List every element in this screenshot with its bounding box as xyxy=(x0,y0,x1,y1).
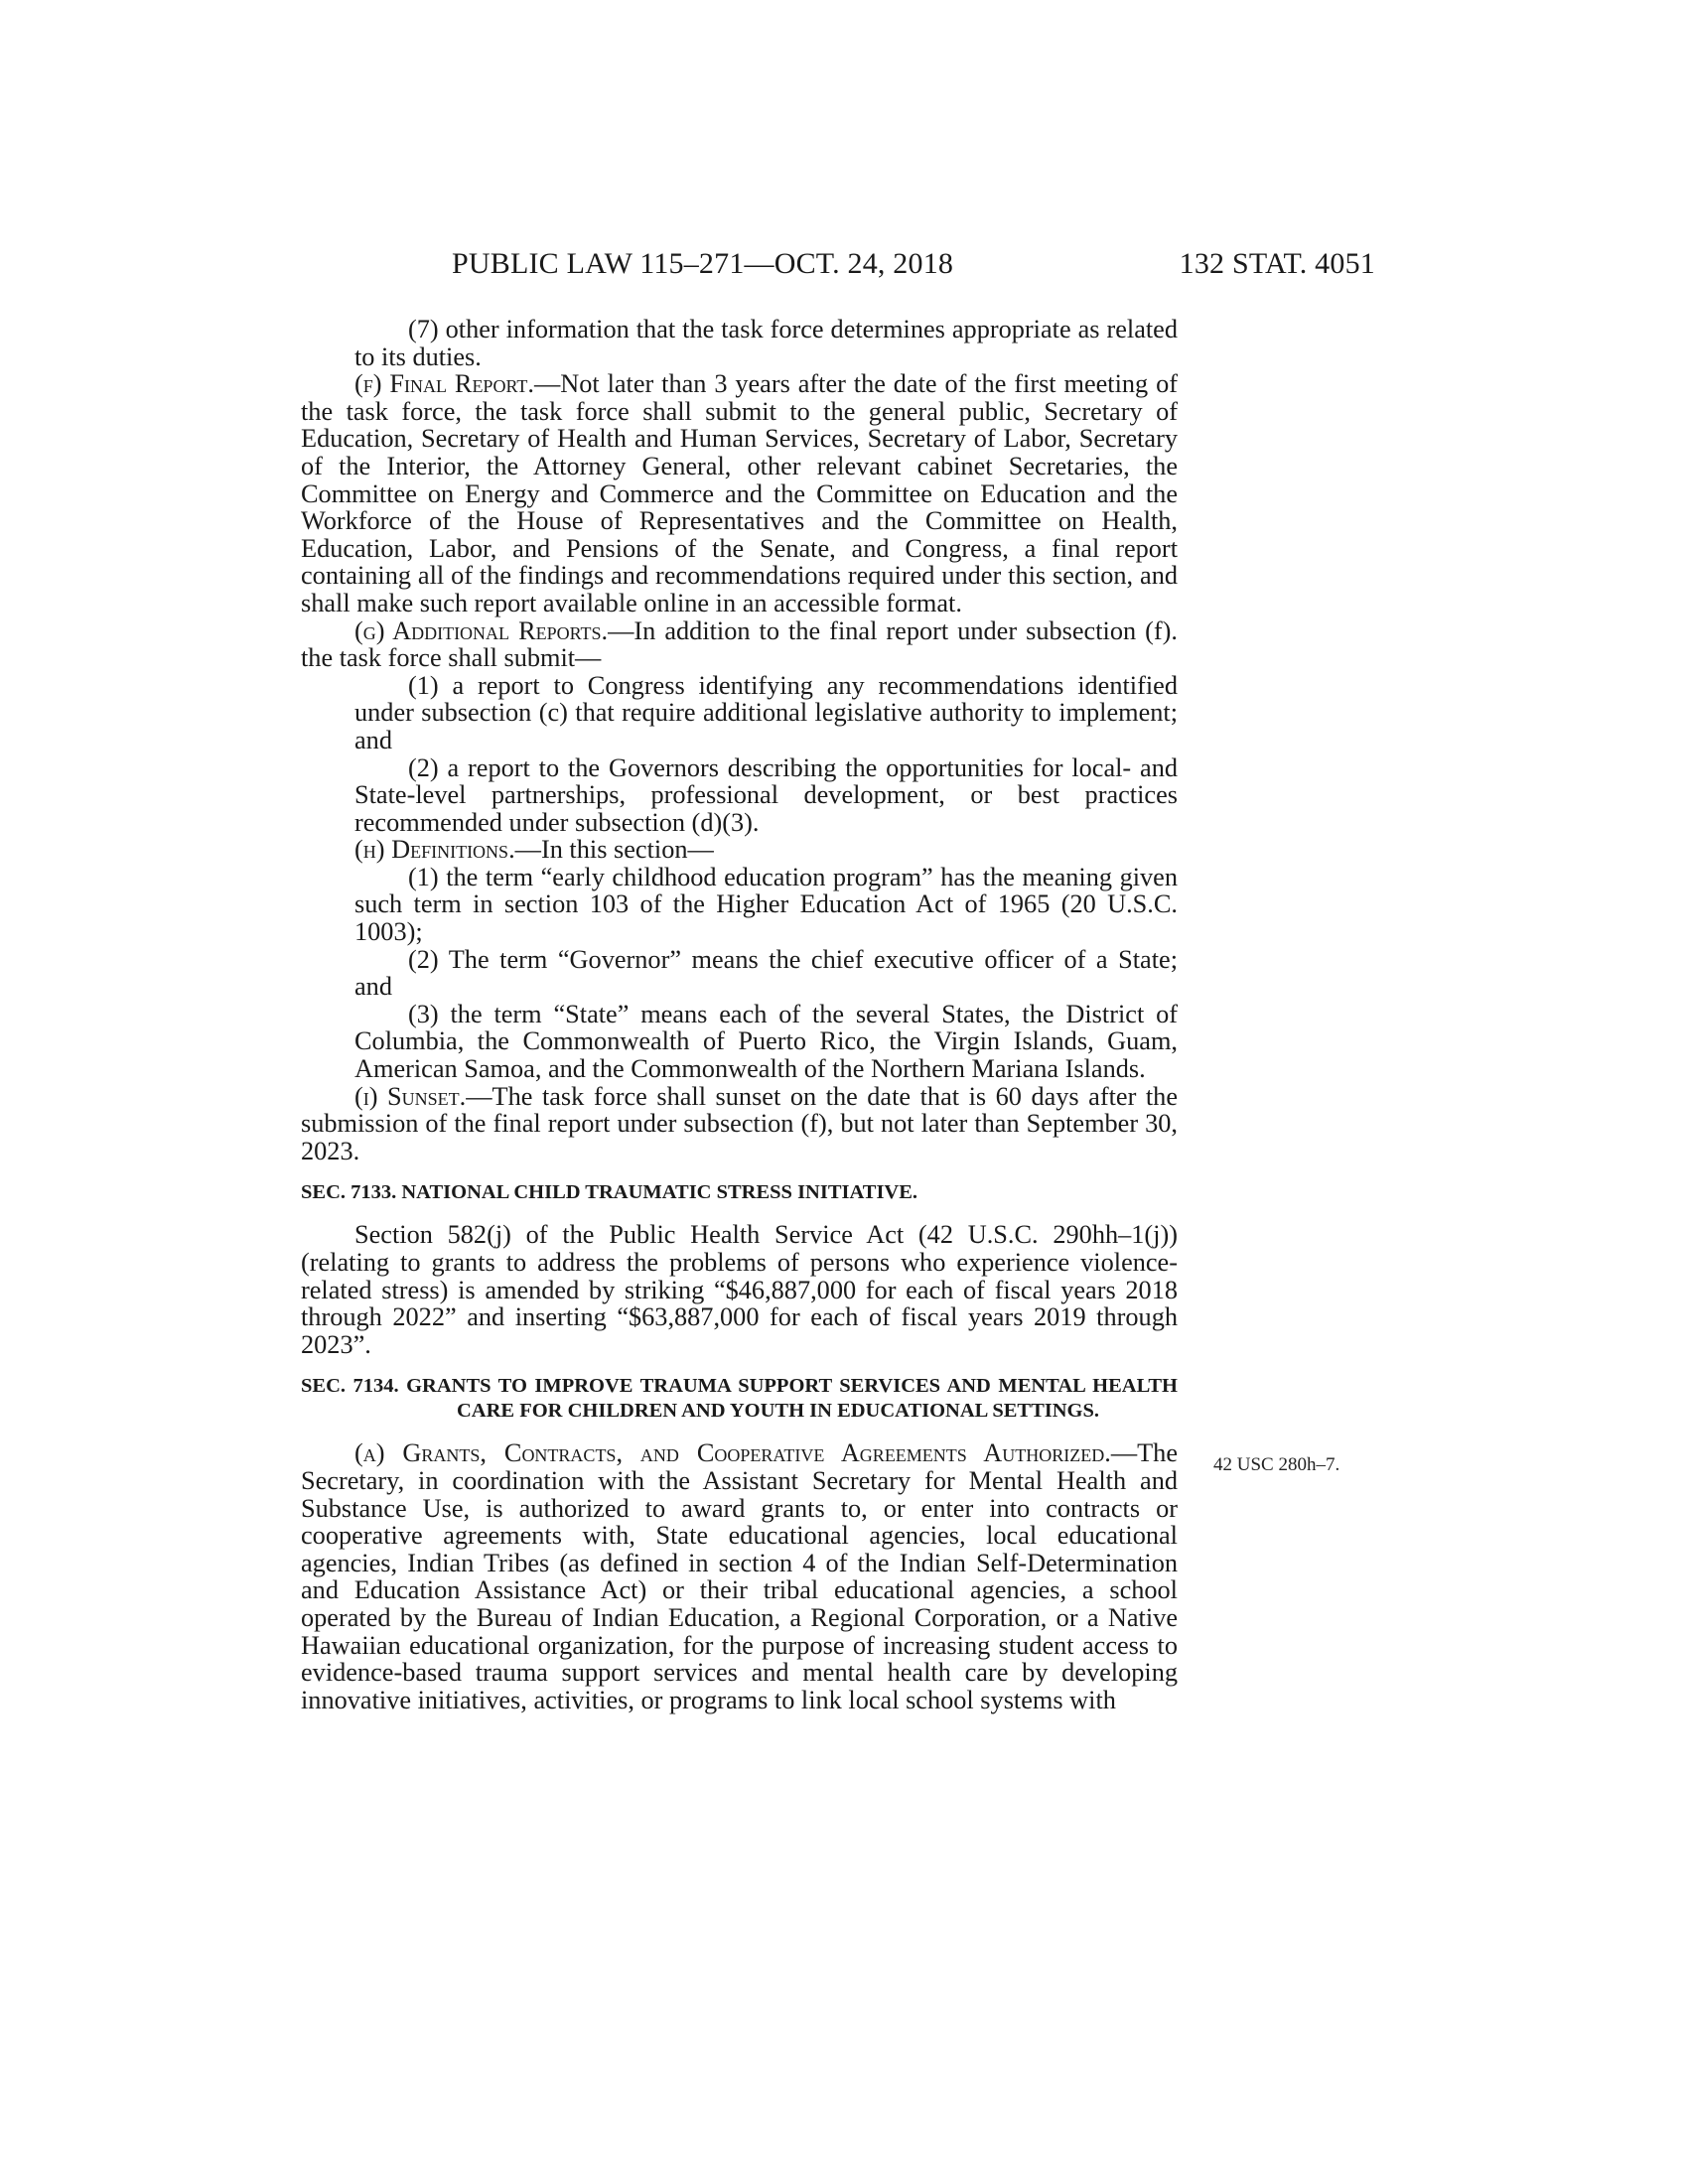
page-stat-number: 132 STAT. 4051 xyxy=(1179,247,1375,280)
paragraph-g-additional-reports xyxy=(301,617,1178,672)
subsection-i-text: —The task force shall sunset on the date that is 60 days after the submission of the final report under subsection (f), but not later than September 30, 2023. xyxy=(301,1081,1178,1165)
paragraph-7134-a xyxy=(301,1439,1178,1713)
paragraph-h-definitions xyxy=(301,836,1178,864)
paragraph-g1: (1) a report to Congress identifying any recommendations identified under subsection (c) that require additional legislative authority to implement; and xyxy=(354,670,1178,754)
section-7133-text: Section 582(j) of the Public Health Service Act (42 U.S.C. 290hh–1(j)) (relating to grants to address the problems of persons who experience violence-related stress) is amended by striking “$46,887,000 for each of fiscal years 2018 through 2022” and inserting “$63,887,000 for each of fiscal years 2019 through 2023”. xyxy=(301,1220,1178,1359)
document-body xyxy=(301,316,1178,1713)
subsection-g-label: (g) Additional Reports. xyxy=(354,615,609,645)
paragraph-h3: (3) the term “State” means each of the several States, the District of Columbia, the Commonwealth of Puerto Rico, the Virgin Islands, Guam, American Samoa, and the Commonwealth of the Northern Mariana Islands. xyxy=(354,999,1178,1084)
subsection-h-text: —In this section— xyxy=(514,835,714,865)
subsection-h-label: (h) Definitions. xyxy=(354,835,515,865)
section-7134-heading: SEC. 7134. GRANTS TO IMPROVE TRAUMA SUPPORT SERVICES AND MENTAL HEALTH CARE FOR CHILDREN AND YOUTH IN EDUCATIONAL SETTINGS. xyxy=(301,1375,1178,1423)
section-7133-heading: SEC. 7133. NATIONAL CHILD TRAUMATIC STRESS INITIATIVE. xyxy=(301,1181,918,1204)
running-head-title: PUBLIC LAW 115–271—OCT. 24, 2018 xyxy=(452,247,954,280)
paragraph-h2: (2) The term “Governor” means the chief executive officer of a State; and xyxy=(354,944,1178,1002)
paragraph-f-final-report xyxy=(301,370,1178,616)
subsection-a-label: (a) Grants, Contracts, and Cooperative Agreements Authorized. xyxy=(354,1438,1111,1468)
running-header xyxy=(298,244,1375,284)
usc-margin-note: 42 USC 280h–7. xyxy=(1213,1454,1340,1475)
paragraph-h1: (1) the term “early childhood education program” has the meaning given such term in section 103 of the Higher Education Act of 1965 (20 U.S.C. 1003); xyxy=(354,862,1178,947)
subsection-g-text: —In addition to the final report under subsection (f). the task force shall submit— xyxy=(301,615,1178,673)
subsection-f-label: (f) Final Report. xyxy=(354,369,534,399)
subsection-f-text: —Not later than 3 years after the date of the first meeting of the task force, the task force shall submit to the general public, Secretary of Education, Secretary of Health and Human Services, Secretary of Labor, Secretary of the Interior, the Attorney General, other relevant cabinet Secretaries, the Committee on Energy and Commerce and the Committee on Education and the Workforce of the House of Representatives and the Committee on Health, Education, Labor, and Pensions of the Senate, and Congress, a final report containing all of the findings and recommendations required under this section, and shall make such report available online in an accessible format. xyxy=(301,369,1178,617)
paragraph-g2: (2) a report to the Governors describing the opportunities for local- and State-level partnerships, professional development, or best practices recommended under subsection (d)(3). xyxy=(354,752,1178,837)
paragraph-i-sunset xyxy=(301,1083,1178,1165)
subsection-i-label: (i) Sunset. xyxy=(354,1081,467,1111)
subsection-a-text: —The Secretary, in coordination with the Assistant Secretary for Mental Health and Substance Use, is authorized to award grants to, or enter into contracts or cooperative agreements with, State educational agencies, local educational agencies, Indian Tribes (as defined in section 4 of the Indian Self-Determination and Education Assistance Act) or their tribal educational agencies, a school operated by the Bureau of Indian Education, a Regional Corporation, or a Native Hawaiian educational organization, for the purpose of increasing student access to evidence-based trauma support services and mental health care by developing innovative initiatives, activities, or programs to link local school systems with xyxy=(301,1438,1178,1714)
paragraph-e7: (7) other information that the task force determines appropriate as related to its duties. xyxy=(354,315,1178,371)
